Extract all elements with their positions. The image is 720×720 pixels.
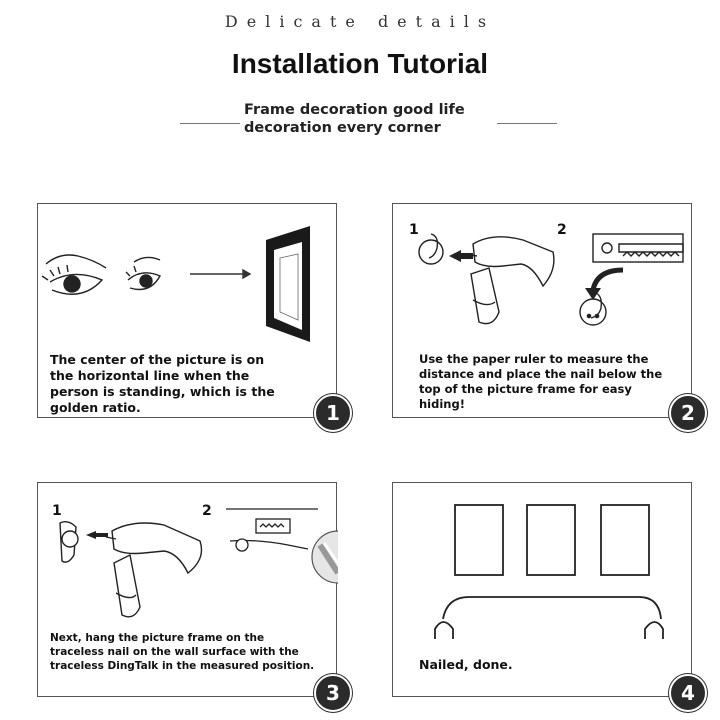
picture-frame-icon xyxy=(266,226,310,342)
page-subtitle: Frame decoration good life decoration every corner xyxy=(244,102,465,136)
nail-icon xyxy=(86,531,108,539)
arrow-right-icon xyxy=(190,270,250,278)
step-1-badge: 1 xyxy=(314,394,352,432)
hook-icon xyxy=(419,234,443,264)
step-panel-1 xyxy=(37,203,337,418)
eye-icon xyxy=(126,257,160,289)
page-title: Installation Tutorial xyxy=(231,48,489,79)
step-3-sub-label-1: 1 xyxy=(52,503,62,519)
picture-frame-icon xyxy=(527,505,575,575)
hammer-icon xyxy=(465,237,554,324)
sofa-icon xyxy=(435,597,663,639)
eye-icon xyxy=(42,255,106,294)
zoom-detail-icon xyxy=(312,531,338,583)
hook-icon xyxy=(236,539,248,551)
step-2-sub-label-2: 2 xyxy=(557,222,567,238)
curved-arrow-icon xyxy=(593,270,623,290)
step-3-sub-label-2: 2 xyxy=(202,503,212,519)
step-2-sub-label-1: 1 xyxy=(409,222,419,238)
arrow-left-icon xyxy=(449,250,473,262)
step-3-badge: 3 xyxy=(314,674,352,712)
step-4-badge: 4 xyxy=(669,674,707,712)
step-1-caption: The center of the picture is on the horizontal line when the person is standing, which is the golden ratio. xyxy=(50,352,275,415)
step-panel-4 xyxy=(392,482,692,697)
step-panel-3 xyxy=(37,482,337,697)
hammer-icon xyxy=(106,523,202,617)
picture-frame-icon xyxy=(455,505,503,575)
subtitle-right-rule xyxy=(497,123,557,124)
subtitle-left-rule xyxy=(180,123,240,124)
step-3-caption: Next, hang the picture frame on the traceless nail on the wall surface with the traceless DingTalk in the measured position. xyxy=(50,632,315,672)
step-2-badge: 2 xyxy=(669,394,707,432)
picture-frame-icon xyxy=(601,505,649,575)
step-4-caption: Nailed, done. xyxy=(419,657,513,672)
tagline: Delicate details xyxy=(224,12,496,31)
step-panel-2 xyxy=(392,203,692,418)
frame-hanger-icon xyxy=(256,519,290,533)
step-2-caption: Use the paper ruler to measure the distance and place the nail below the top of the picture frame for easy hiding! xyxy=(419,352,663,411)
ruler-icon xyxy=(593,234,683,262)
hook-icon xyxy=(60,522,78,562)
